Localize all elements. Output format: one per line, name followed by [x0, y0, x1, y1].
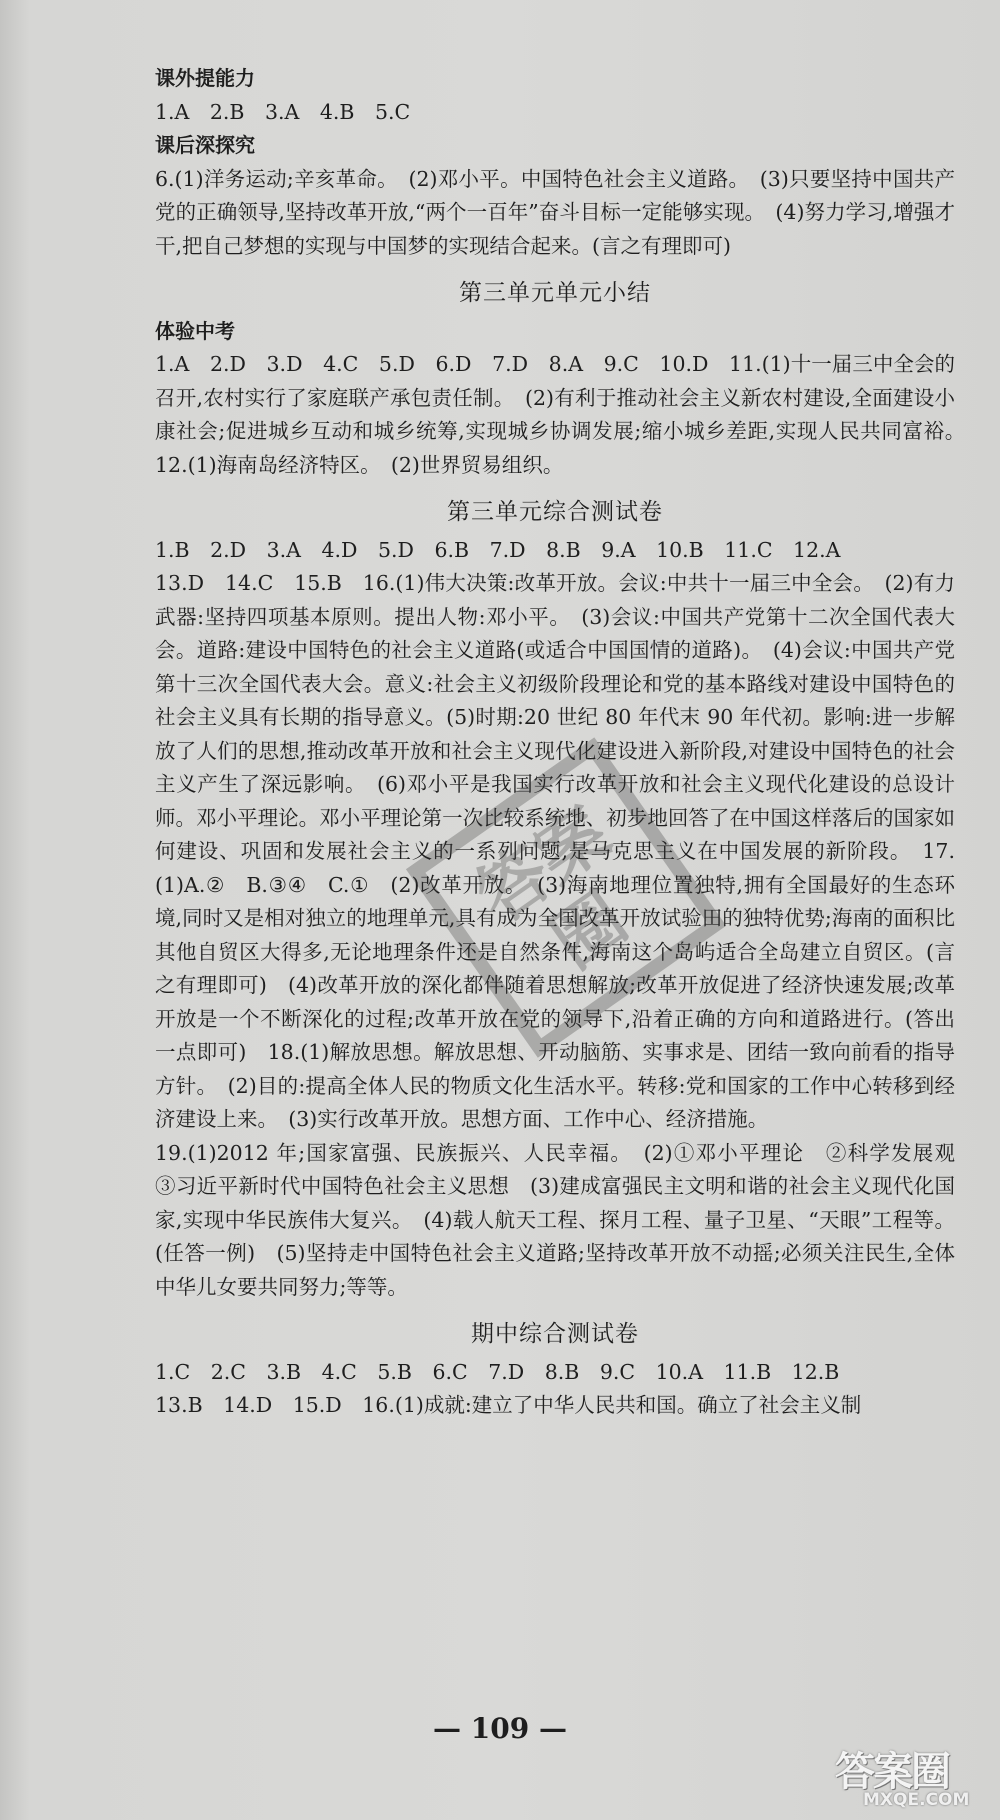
unit-test-title: 第三单元综合测试卷	[447, 499, 663, 525]
unit-summary-title: 第三单元单元小结	[459, 280, 651, 306]
midterm-line1: 1.C 2.C 3.B 4.C 5.B 6.C 7.D 8.B 9.C 10.A 11.B 12.B	[155, 1359, 840, 1384]
unit-test-answers: 13.D 14.C 15.B 16.(1)伟大决策:改革开放。会议:中共十一届三中全会。 (2)有力武器:坚持四项基本原则。提出人物:邓小平。 (3)会议:中国共产党第十二次全国代表大会。道路:建设中国特色的社会主义道路(或适合中国国情的道路)。 (4)会议:中国共产党第十三次全国代表大会。意义:社会主义初级阶段理论和党的基本路线对建设中国特色的社会主义具有长期的指导意义。(5)时期:20 世纪 80 年代末 90 年代初。影响:进一步解放了人们的思想,推动改革开放和社会主义现代化建设进入新阶段,对建设中国特色的社会主义产生了深远影响。 (6)邓小平是我国实行改革开放和社会主义现代化建设的总设计师。邓小平理论。邓小平理论第一次比较系统地、初步地回答了在中国这样落后的国家如何建设、巩固和发展社会主义的一系列问题,是马克思主义在中国发展的新阶段。 17.(1)A.② B.③④ C.① (2)改革开放。 (3)海南地理位置独特,拥有全国最好的生态环境,同时又是相对独立的地理单元,具有成为全国改革开放试验田的独特优势;海南的面积比其他自贸区大得多,无论地理条件还是自然条件,海南这个岛屿适合全岛建立自贸区。(言之有理即可) (4)改革开放的深化都伴随着思想解放;改革开放促进了经济快速发展;改革开放是一个不断深化的过程;改革开放在党的领导下,沿着正确的方向和道路进行。(答出一点即可) 18.(1)解放思想。解放思想、开动脑筋、实事求是、团结一致向前看的指导方针。 (2)目的:提高全体人民的物质文化生活水平。转移:党和国家的工作中心转移到经济建设上来。 (3)实行改革开放。思想方面、工作中心、经济措施。	[155, 571, 955, 1131]
stamp-text: 答案圈	[462, 791, 642, 984]
unit-test-line1: 1.B 2.D 3.A 4.D 5.D 6.B 7.D 8.B 9.A 10.B 11.C 12.A	[155, 537, 841, 562]
page-number: — 109 —	[433, 1712, 567, 1745]
section-heading-explore: 课后深探究	[155, 133, 255, 157]
section-answers: 1.A 2.B 3.A 4.B 5.C	[155, 99, 411, 124]
unit-test-answers-19: 19.(1)2012 年;国家富强、民族振兴、人民幸福。 (2)①邓小平理论 ②科学发展观 ③习近平新时代中国特色社会主义思想 (3)建成富强民主文明和谐的社会主义现代化国家,实现中华民族伟大复兴。 (4)载人航天工程、探月工程、量子卫星、“天眼”工程等。(任答一例) (5)坚持走中国特色社会主义道路;坚持改革开放不动摇;必须关注民生,全体中华儿女要共同努力;等等。	[155, 1140, 976, 1299]
logo-mark: 答案圈	[835, 1749, 949, 1795]
logo-site: MXQE.COM	[863, 1790, 970, 1810]
unit-summary-answers: 1.A 2.D 3.D 4.C 5.D 6.D 7.D 8.A 9.C 10.D 11.(1)十一届三中全会的召开,农村实行了家庭联产承包责任制。 (2)有利于推动社会主义新农村建设,全面建设小康社会;促进城乡互动和城乡统筹,实现城乡协调发展;缩小城乡差距,实现人民共同富裕。 12.(1)海南岛经济特区。 (2)世界贸易组织。	[155, 352, 976, 477]
midterm-line2: 13.B 14.D 15.D 16.(1)成就:建立了中华人民共和国。确立了社会主义制	[155, 1393, 862, 1417]
exam-experience-heading: 体验中考	[155, 318, 235, 343]
section-heading-extracurricular: 课外提能力	[155, 66, 255, 90]
midterm-title: 期中综合测试卷	[471, 1321, 639, 1347]
site-logo	[835, 1740, 995, 1815]
explore-answers: 6.(1)洋务运动;辛亥革命。 (2)邓小平。中国特色社会主义道路。 (3)只要坚持中国共产党的正确领导,坚持改革开放,“两个一百年”奋斗目标一定能够实现。 (4)努力学习,增强才干,把自己梦想的实现与中国梦的实现结合起来。(言之有理即可)	[155, 166, 955, 258]
